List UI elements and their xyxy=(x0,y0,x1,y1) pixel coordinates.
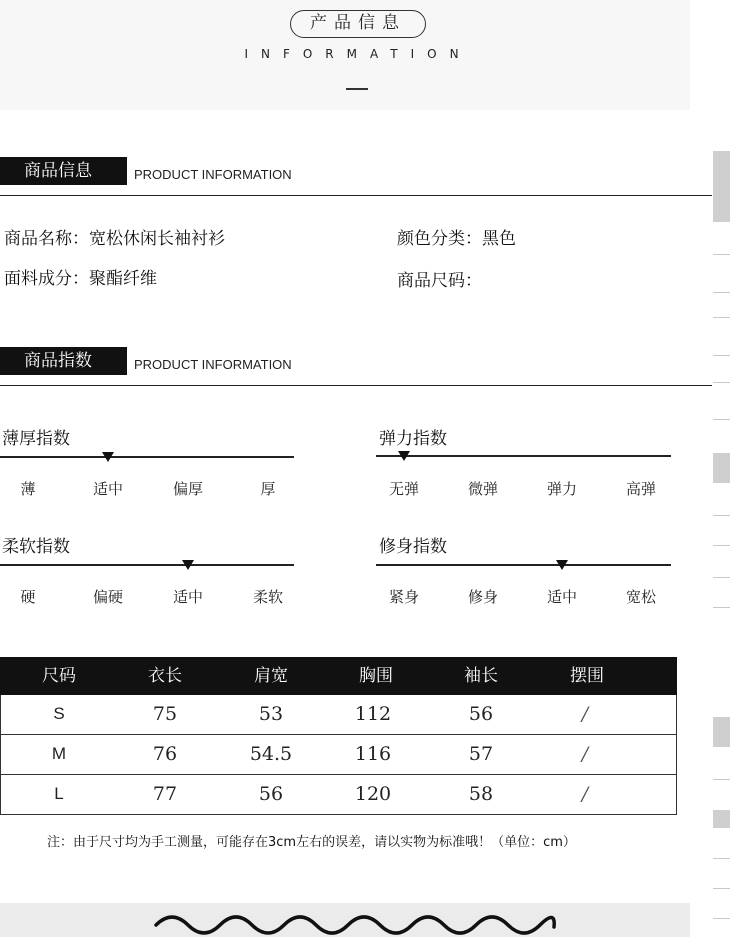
scroll-tick xyxy=(713,577,730,578)
index-marker-icon xyxy=(398,451,410,461)
table-cell: S xyxy=(53,704,65,723)
index-marker-icon xyxy=(182,560,194,570)
table-row xyxy=(1,735,676,775)
table-cell: 53 xyxy=(258,703,284,725)
table-cell: / xyxy=(581,783,589,805)
index-option: 弹力 xyxy=(546,480,577,498)
table-cell: 56 xyxy=(258,783,284,805)
section-divider-index xyxy=(0,385,712,386)
table-header-cell: 摆围 xyxy=(570,666,604,686)
table-header-cell: 胸围 xyxy=(359,666,393,686)
index-title: 修身指数 xyxy=(379,537,447,557)
scroll-tick xyxy=(713,779,730,780)
table-header-cell: 肩宽 xyxy=(254,666,288,686)
scroll-tick xyxy=(713,607,730,608)
table-cell: 120 xyxy=(354,783,392,805)
attr-fabric: 面料成分：聚酯纤维 xyxy=(4,269,157,289)
index-title: 柔软指数 xyxy=(2,537,70,557)
index-title: 弹力指数 xyxy=(379,429,447,449)
scroll-thumb[interactable] xyxy=(713,453,730,483)
table-cell: L xyxy=(54,784,64,803)
table-row xyxy=(1,775,676,815)
scroll-thumb-active[interactable] xyxy=(713,151,730,222)
table-header-cell: 尺码 xyxy=(42,666,76,686)
scroll-tick xyxy=(713,254,730,255)
page-subtitle: INFORMATION xyxy=(244,47,472,61)
scroll-tick xyxy=(713,545,730,546)
section-tag-info: 商品信息 xyxy=(0,157,127,185)
table-cell: 116 xyxy=(354,743,392,765)
scroll-tick xyxy=(713,918,730,919)
index-scale-line xyxy=(0,564,294,566)
index-option: 偏硬 xyxy=(92,588,123,606)
table-header-cell: 衣长 xyxy=(148,666,182,686)
index-option: 修身 xyxy=(467,588,498,606)
scroll-tick xyxy=(713,858,730,859)
table-cell: 54.5 xyxy=(249,743,293,765)
table-header-cell: 袖长 xyxy=(464,666,498,686)
scroll-tick xyxy=(713,292,730,293)
index-option: 适中 xyxy=(546,588,577,606)
scroll-tick xyxy=(713,888,730,889)
scroll-tick xyxy=(713,515,730,516)
measurement-note: 注：由于尺寸均为手工测量，可能存在3cm左右的误差，请以实物为标准哦！（单位：cm） xyxy=(47,835,576,850)
index-title: 薄厚指数 xyxy=(2,429,70,449)
table-cell: / xyxy=(581,703,589,725)
table-cell: 57 xyxy=(468,743,494,765)
table-cell: 112 xyxy=(354,703,392,725)
table-header-row xyxy=(0,657,677,695)
index-option: 无弹 xyxy=(388,480,419,498)
section-sub-index: PRODUCT INFORMATION xyxy=(134,357,292,372)
scroll-tick xyxy=(713,382,730,383)
scroll-tick xyxy=(713,419,730,420)
index-option: 厚 xyxy=(260,480,276,498)
page-title: 产品信息 xyxy=(290,10,426,38)
table-cell: 58 xyxy=(468,783,494,805)
index-scale-line xyxy=(376,564,671,566)
index-option: 薄 xyxy=(20,480,36,498)
scroll-thumb[interactable] xyxy=(713,810,730,828)
index-scale-line xyxy=(376,455,671,457)
index-option: 宽松 xyxy=(625,588,656,606)
table-row xyxy=(1,695,676,735)
section-sub-info: PRODUCT INFORMATION xyxy=(134,167,292,182)
attr-product-name: 商品名称：宽松休闲长袖衬衫 xyxy=(4,229,225,249)
index-marker-icon xyxy=(102,452,114,462)
scroll-tick xyxy=(713,317,730,318)
size-table xyxy=(0,657,677,815)
index-option: 柔软 xyxy=(252,588,283,606)
title-divider xyxy=(346,88,368,90)
section-tag-index: 商品指数 xyxy=(0,347,127,375)
scroll-thumb[interactable] xyxy=(713,717,730,747)
table-cell: M xyxy=(51,744,67,763)
wave-divider-icon xyxy=(150,903,560,937)
section-divider-info xyxy=(0,195,712,196)
index-option: 紧身 xyxy=(388,588,419,606)
index-option: 硬 xyxy=(20,588,36,606)
index-option: 微弹 xyxy=(467,480,498,498)
table-cell: 76 xyxy=(152,743,178,765)
index-scale-line xyxy=(0,456,294,458)
scroll-tick xyxy=(713,355,730,356)
table-cell: / xyxy=(581,743,589,765)
index-option: 适中 xyxy=(172,588,203,606)
index-marker-icon xyxy=(556,560,568,570)
index-option: 适中 xyxy=(92,480,123,498)
attr-color: 颜色分类：黑色 xyxy=(397,229,516,249)
table-cell: 75 xyxy=(152,703,178,725)
index-option: 偏厚 xyxy=(172,480,203,498)
index-option: 高弹 xyxy=(625,480,656,498)
attr-size: 商品尺码： xyxy=(397,271,482,291)
table-cell: 56 xyxy=(468,703,494,725)
table-cell: 77 xyxy=(152,783,178,805)
